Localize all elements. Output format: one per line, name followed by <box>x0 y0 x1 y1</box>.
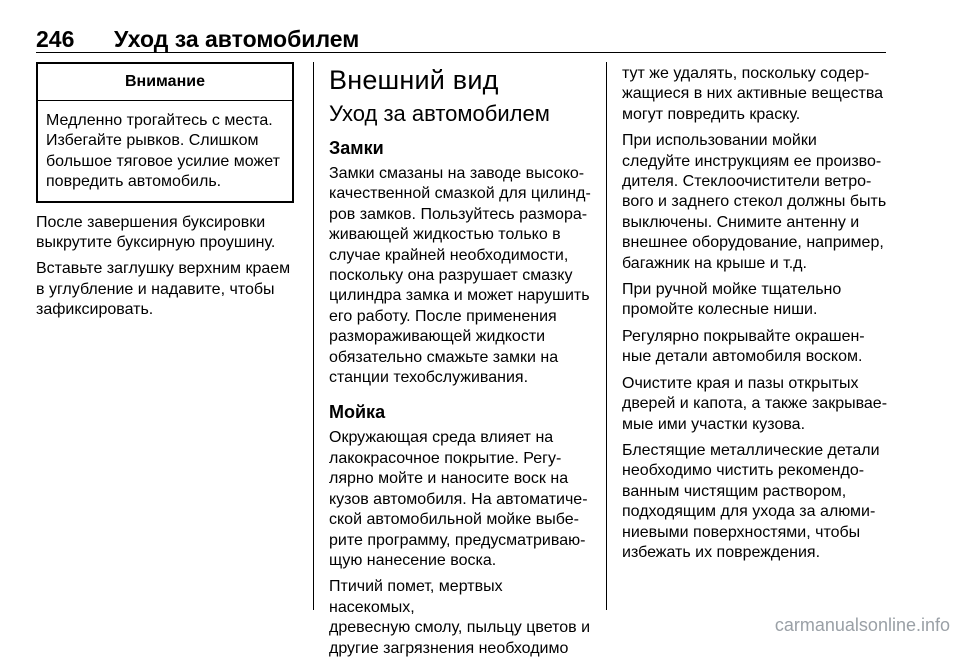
text-line: его работу. После применения <box>329 307 557 325</box>
text-line: выкрутите буксирную проушину. <box>36 234 276 252</box>
text-line: следуйте инструкциям ее произво- <box>622 152 882 170</box>
text-line: щую нанесение воска. <box>329 551 497 569</box>
text-line: мые ими участки кузова. <box>622 415 806 433</box>
column-left <box>36 62 298 327</box>
paragraph-metal-parts <box>622 441 892 563</box>
section-title: Внешний вид <box>329 65 499 95</box>
paragraph-wash-contaminants <box>329 577 591 659</box>
text-line: Очистите края и пазы открытых <box>622 374 859 392</box>
text-line: поскольку она разрушает смазку <box>329 267 573 285</box>
page-header <box>36 26 886 53</box>
text-line: ров замков. Пользуйтесь размора- <box>329 205 588 223</box>
text-line: вого и заднего стекол должны быть <box>622 193 887 211</box>
text-line: При использовании мойки <box>622 132 817 150</box>
text-line: лакокрасочное покрытие. Регу- <box>329 449 562 467</box>
text-line: промойте колесные ниши. <box>622 301 818 319</box>
page-number: 246 <box>36 26 75 52</box>
text-line: размораживающей жидкости <box>329 328 546 346</box>
text-line: внешнее оборудование, например, <box>622 234 884 252</box>
column-divider-right <box>606 62 607 610</box>
paragraph-hand-wash <box>622 280 892 321</box>
warning-notice-box <box>36 62 294 203</box>
paragraph-wash-environment <box>329 428 591 571</box>
paragraph-door-edges <box>622 374 892 435</box>
paragraph-locks <box>329 164 591 388</box>
text-line: ные детали автомобиля воском. <box>622 348 863 366</box>
text-line: ниевыми поверхностями, чтобы <box>622 523 861 541</box>
text-line: При ручной мойке тщательно <box>622 281 842 299</box>
text-line: избежать их повреждения. <box>622 543 821 561</box>
text-line: ской автомобильной мойке выбе- <box>329 511 579 529</box>
text-line: Медленно трогайтесь с места. <box>46 112 273 129</box>
paragraph-car-wash-instructions <box>622 131 892 274</box>
text-line: случае крайней необходимости, <box>329 246 569 264</box>
text-line: жащиеся в них активные вещества <box>622 85 884 103</box>
warning-notice-title: Внимание <box>38 64 292 101</box>
text-line: древесную смолу, пыльцу цветов и <box>329 619 591 637</box>
watermark: carmanualsonline.info <box>774 615 950 635</box>
paragraph-remove-immediately <box>622 64 892 125</box>
text-line: Избегайте рывков. Слишком <box>46 132 259 150</box>
text-line: цилиндра замка и может нарушить <box>329 287 590 305</box>
text-line: станции техобслуживания. <box>329 369 529 387</box>
text-line: Замки смазаны на заводе высоко- <box>329 165 585 182</box>
text-line: живающей жидкостью только в <box>329 226 561 244</box>
text-line: Блестящие металлические детали <box>622 441 880 459</box>
column-right <box>622 64 892 569</box>
text-line: подходящим для ухода за алюми- <box>622 503 876 521</box>
paragraph-cover-cap <box>36 259 298 320</box>
text-line: ванным чистящим раствором, <box>622 482 847 500</box>
heading-locks: Замки <box>329 138 384 158</box>
text-line: багажник на крыше и т.д. <box>622 254 807 272</box>
text-line: зафиксировать. <box>36 301 154 319</box>
text-line: Окружающая среда влияет на <box>329 429 554 447</box>
heading-wash: Мойка <box>329 402 386 423</box>
running-title: Уход за автомобилем <box>114 26 360 52</box>
text-line: После завершения буксировки <box>36 213 266 231</box>
text-line: в углубление и надавите, чтобы <box>36 280 275 298</box>
paragraph-wax <box>622 327 892 368</box>
text-line: дителя. Стеклоочистители ветро- <box>622 173 872 191</box>
text-line: могут повредить краску. <box>622 105 801 123</box>
text-line: качественной смазкой для цилинд- <box>329 185 591 203</box>
text-line: обязательно смажьте замки на <box>329 348 559 366</box>
warning-notice-text <box>38 101 292 201</box>
text-line: большое тяговое усилие может <box>46 152 280 170</box>
text-line: дверей и капота, а также закрывае- <box>622 395 888 413</box>
text-line: другие загрязнения необходимо <box>329 639 569 657</box>
text-line: Регулярно покрывайте окрашен- <box>622 327 865 345</box>
text-line: кузов автомобиля. На автоматиче- <box>329 490 588 508</box>
column-middle <box>329 64 591 665</box>
text-line: необходимо чистить рекомендо- <box>622 462 865 480</box>
column-divider-left <box>313 62 314 610</box>
subsection-title: Уход за автомобилем <box>329 101 550 126</box>
text-line: тут же удалять, поскольку содер- <box>622 65 870 82</box>
paragraph-towing-eye <box>36 213 298 254</box>
text-line: выключены. Снимите антенну и <box>622 213 860 231</box>
text-line: рите программу, предусматриваю- <box>329 531 586 549</box>
text-line: лярно мойте и наносите воск на <box>329 470 569 488</box>
text-line: Птичий помет, мертвых насекомых, <box>329 578 503 616</box>
text-line: повредить автомобиль. <box>46 173 222 191</box>
text-line: Вставьте заглушку верхним краем <box>36 260 291 278</box>
